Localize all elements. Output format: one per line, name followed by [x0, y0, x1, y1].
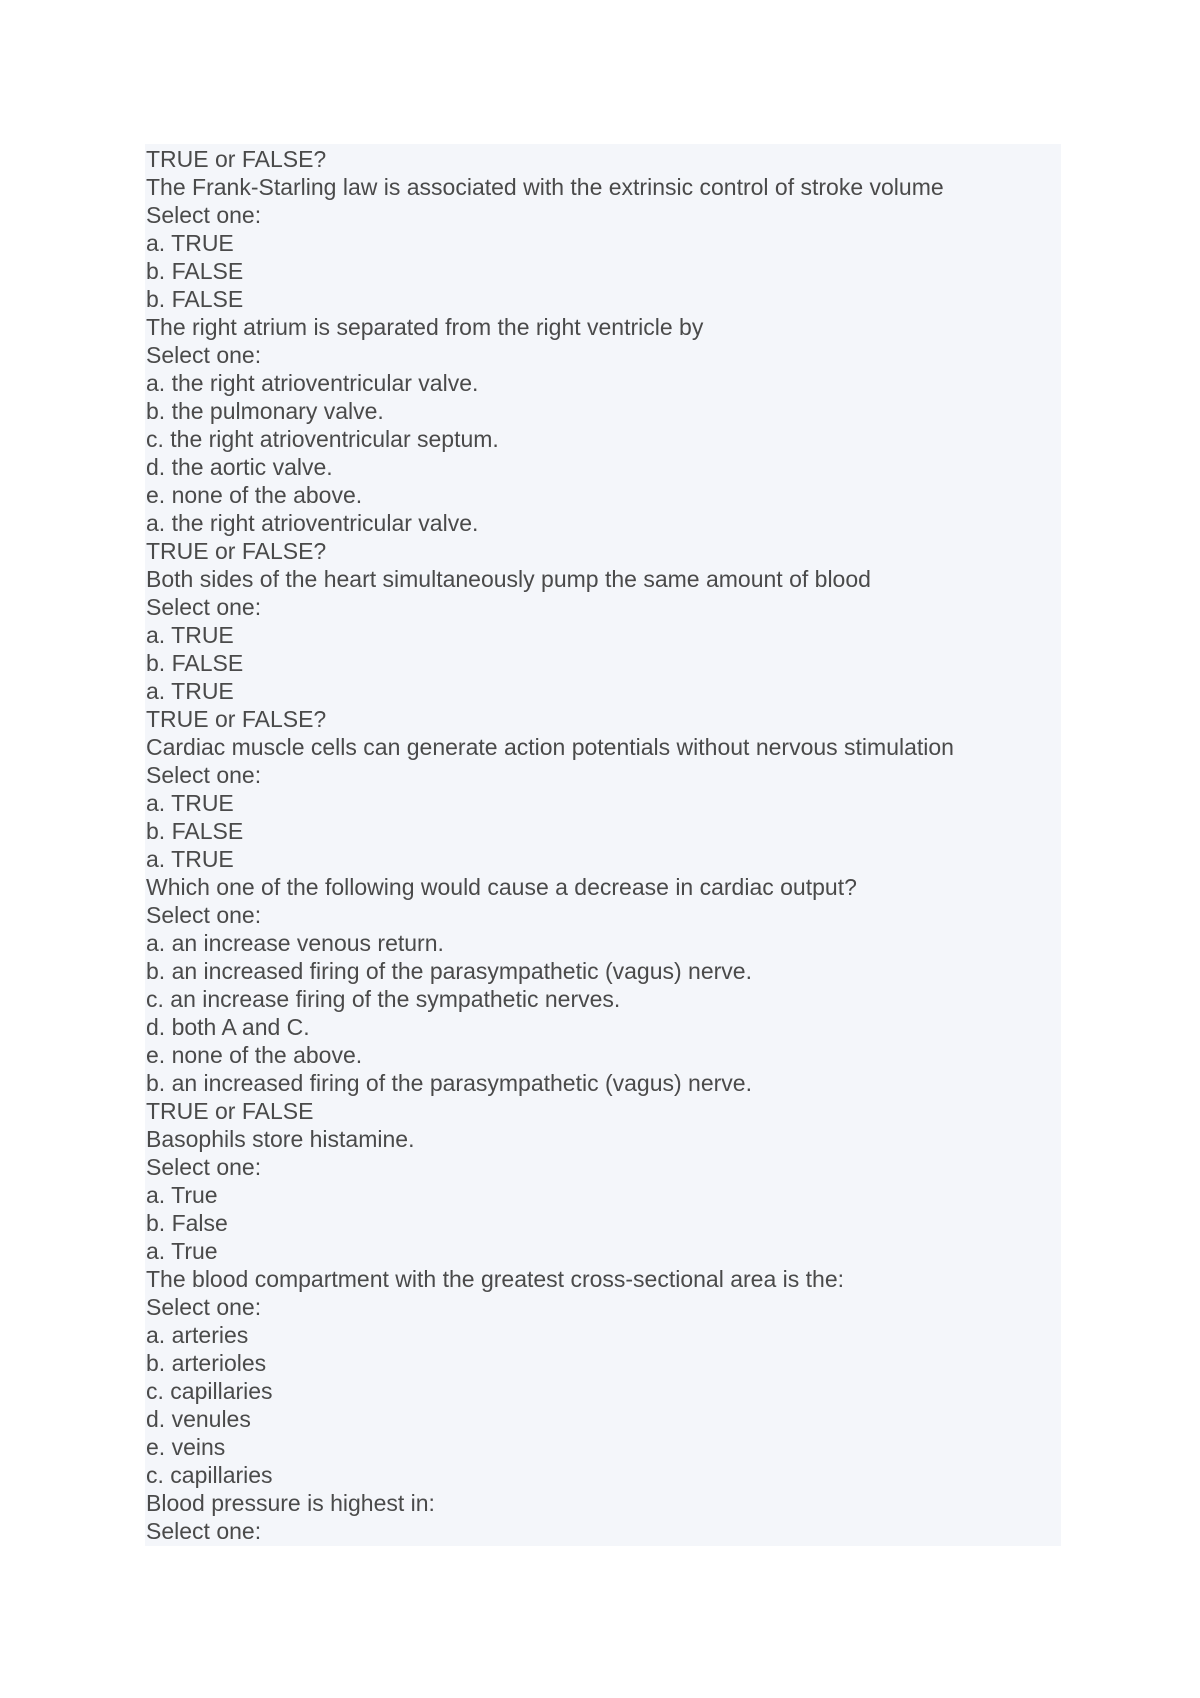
text-line: b. FALSE	[146, 818, 244, 844]
text-line: Select one:	[146, 1294, 262, 1320]
text-line: TRUE or FALSE?	[146, 146, 327, 172]
text-line: The blood compartment with the greatest cross-sectional area is the:	[146, 1266, 845, 1292]
text-line: TRUE or FALSE	[146, 1098, 314, 1124]
text-line: Select one:	[146, 594, 262, 620]
text-line: TRUE or FALSE?	[146, 706, 327, 732]
text-line: c. the right atrioventricular septum.	[146, 426, 499, 452]
text-line: The Frank-Starling law is associated with the extrinsic control of stroke volume	[146, 174, 944, 200]
text-line: b. FALSE	[146, 650, 244, 676]
text-line: b. an increased firing of the parasympathetic (vagus) nerve.	[146, 958, 752, 984]
text-line: e. none of the above.	[146, 482, 363, 508]
text-line: a. the right atrioventricular valve.	[146, 370, 479, 396]
text-line: Select one:	[146, 902, 262, 928]
text-line: Select one:	[146, 1154, 262, 1180]
text-line: b. an increased firing of the parasympathetic (vagus) nerve.	[146, 1070, 752, 1096]
text-line: e. veins	[146, 1434, 226, 1460]
text-line: a. TRUE	[146, 622, 234, 648]
text-line: c. capillaries	[146, 1378, 273, 1404]
text-line: Select one:	[146, 342, 262, 368]
text-line: Both sides of the heart simultaneously pump the same amount of blood	[146, 566, 871, 592]
text-line: a. True	[146, 1182, 218, 1208]
text-line: d. venules	[146, 1406, 251, 1432]
text-line: Blood pressure is highest in:	[146, 1490, 435, 1516]
text-line: Select one:	[146, 1518, 262, 1544]
text-line: b. FALSE	[146, 286, 244, 312]
quiz-text-block	[145, 144, 1061, 1546]
text-line: b. False	[146, 1210, 228, 1236]
text-line: b. the pulmonary valve.	[146, 398, 384, 424]
text-line: d. the aortic valve.	[146, 454, 333, 480]
text-line: d. both A and C.	[146, 1014, 310, 1040]
text-line: a. arteries	[146, 1322, 249, 1348]
text-line: b. arterioles	[146, 1350, 267, 1376]
text-line: a. TRUE	[146, 846, 234, 872]
text-line: e. none of the above.	[146, 1042, 363, 1068]
text-line: a. an increase venous return.	[146, 930, 444, 956]
text-line: c. capillaries	[146, 1462, 273, 1488]
text-line: Cardiac muscle cells can generate action potentials without nervous stimulation	[146, 734, 954, 760]
text-line: TRUE or FALSE?	[146, 538, 327, 564]
text-line: a. TRUE	[146, 230, 234, 256]
text-line: a. True	[146, 1238, 218, 1264]
text-line: b. FALSE	[146, 258, 244, 284]
text-line: Select one:	[146, 202, 262, 228]
text-lines	[146, 145, 954, 1545]
text-line: Basophils store histamine.	[146, 1126, 415, 1152]
text-line: a. the right atrioventricular valve.	[146, 510, 479, 536]
text-line: a. TRUE	[146, 790, 234, 816]
text-line: The right atrium is separated from the right ventricle by	[146, 314, 704, 340]
text-line: Select one:	[146, 762, 262, 788]
text-line: c. an increase firing of the sympathetic nerves.	[146, 986, 621, 1012]
text-line: a. TRUE	[146, 678, 234, 704]
text-line: Which one of the following would cause a decrease in cardiac output?	[146, 874, 857, 900]
